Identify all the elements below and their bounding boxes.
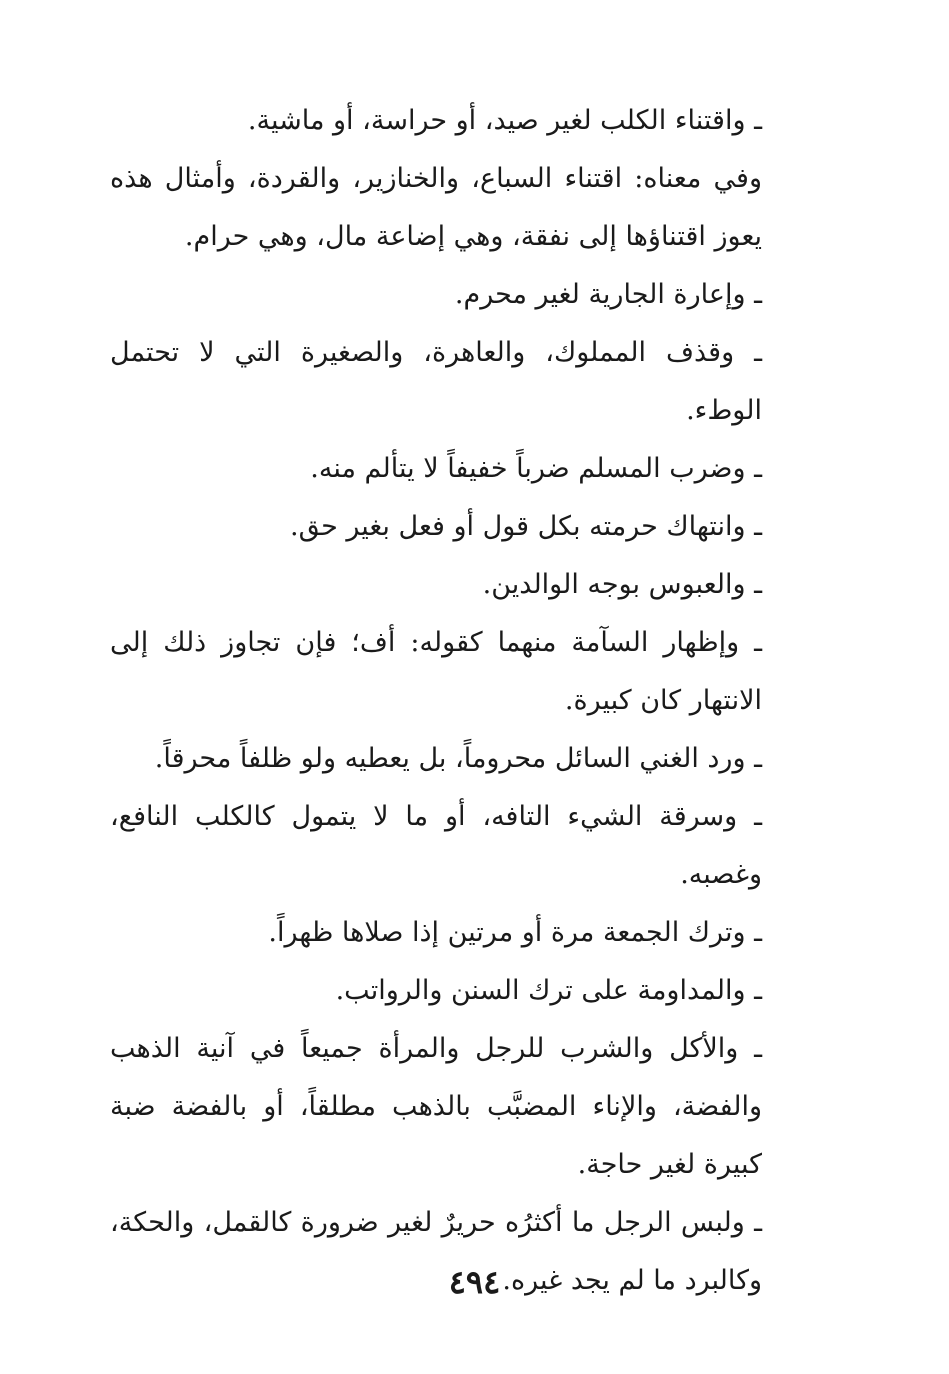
text-paragraph: ـ وضرب المسلم ضرباً خفيفاً لا يتألم منه.	[310, 453, 762, 484]
text-paragraph: ـ وإعارة الجارية لغير محرم.	[454, 279, 762, 310]
text-paragraph: ـ ورد الغني السائل محروماً، بل يعطيه ولو ظلفاً محرقاً.	[154, 743, 762, 774]
text-paragraph: ـ ولبس الرجل ما أكثرُه حريرٌ لغير ضرورة كالقمل، والحكة، وكالبرد ما لم يجد غيره.	[110, 1207, 762, 1296]
text-paragraph: ـ والعبوس بوجه الوالدين.	[482, 569, 762, 600]
text-paragraph: ـ وقذف المملوك، والعاهرة، والصغيرة التي لا تحتمل الوطء.	[110, 337, 762, 426]
text-paragraph: ـ وترك الجمعة مرة أو مرتين إذا صلاها ظهراً.	[268, 917, 762, 948]
text-paragraph: ـ وإظهار السآمة منهما كقوله: أف؛ فإن تجاوز ذلك إلى الانتهار كان كبيرة.	[110, 627, 762, 716]
text-paragraph: ـ والمداومة على ترك السنن والرواتب.	[335, 975, 762, 1006]
text-paragraph: ـ واقتناء الكلب لغير صيد، أو حراسة، أو ماشية.	[247, 105, 762, 136]
text-paragraph: وفي معناه: اقتناء السباع، والخنازير، والقردة، وأمثال هذه يعوز اقتناؤها إلى نفقة، وهي إضاعة مال، وهي حرام.	[110, 163, 762, 252]
page-body	[110, 92, 822, 1310]
text-paragraph: ـ وسرقة الشيء التافه، أو ما لا يتمول كالكلب النافع، وغصبه.	[110, 801, 762, 890]
text-paragraph: ـ والأكل والشرب للرجل والمرأة جميعاً في آنية الذهب والفضة، والإناء المضبَّب بالذهب مطلقاً، أو بالفضة ضبة كبيرة لغير حاجة.	[110, 1033, 762, 1180]
page-number: ٤٩٤	[448, 1263, 501, 1301]
text-paragraph: ـ وانتهاك حرمته بكل قول أو فعل بغير حق.	[289, 511, 762, 542]
